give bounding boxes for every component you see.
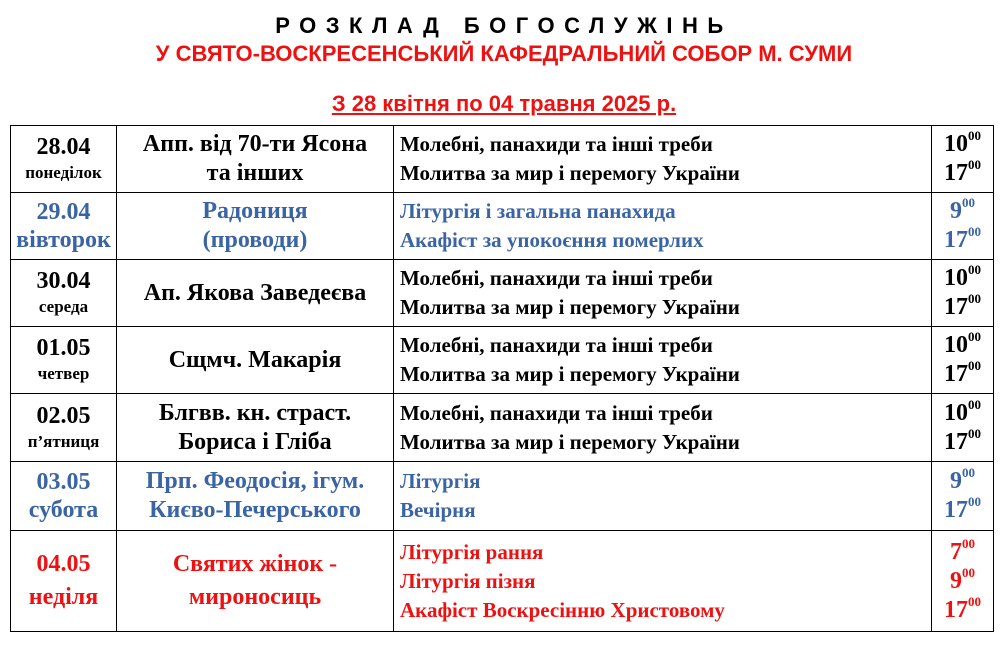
date: 30.04 <box>36 268 91 294</box>
services-cell <box>394 531 932 632</box>
times-cell <box>932 260 994 327</box>
service-line: Молитва за мир і перемогу України <box>400 429 740 454</box>
feast-cell <box>117 327 394 394</box>
service-time: $10^{00}$ <box>944 262 981 291</box>
service-line: Літургія і загальна панахида <box>400 199 676 223</box>
date-cell <box>11 260 117 327</box>
times-cell <box>932 327 994 394</box>
feast-line: Прп. Феодосія, ігум. <box>145 468 365 494</box>
date-cell <box>11 531 117 632</box>
feast-line: та інших <box>206 160 304 186</box>
service-time: $10^{00}$ <box>944 128 981 157</box>
service-time: $9^{00}$ <box>950 195 975 224</box>
feast-line: Блгвв. кн. страст. <box>158 399 352 426</box>
service-time: $17^{00}$ <box>944 157 981 186</box>
feast-line: Бориса і Гліба <box>178 428 332 455</box>
weekday: субота <box>28 497 99 523</box>
service-line: Літургія <box>400 469 481 493</box>
service-line: Молебні, панахиди та інші треби <box>400 132 713 156</box>
date-cell <box>11 126 117 193</box>
date-cell <box>11 394 117 462</box>
date: 29.04 <box>36 199 91 225</box>
service-time: $17^{00}$ <box>944 358 981 387</box>
feast-cell <box>117 462 394 531</box>
services-cell <box>394 126 932 193</box>
feast-line: Радониця <box>202 198 308 224</box>
feast-cell <box>117 260 394 327</box>
services-cell <box>394 462 932 531</box>
weekday: четвер <box>37 364 90 383</box>
weekday: середа <box>38 297 89 316</box>
times-cell <box>932 394 994 462</box>
feast-line: Святих жінок - <box>172 551 338 577</box>
service-time: $17^{00}$ <box>944 494 981 523</box>
table-row <box>11 327 994 394</box>
cathedral-name: У СВЯТО-ВОСКРЕСЕНСЬКИЙ КАФЕДРАЛЬНИЙ СОБОР М. СУМИ <box>155 41 853 66</box>
times-cell <box>932 462 994 531</box>
date: 04.05 <box>36 551 91 577</box>
service-line: Молитва за мир і перемогу України <box>400 161 740 185</box>
weekday: вівторок <box>16 227 111 253</box>
date: 03.05 <box>36 469 91 495</box>
service-line: Вечірня <box>400 498 476 522</box>
services-cell <box>394 394 932 462</box>
times-cell <box>932 126 994 193</box>
feast-cell <box>117 193 394 260</box>
service-line: Літургія рання <box>400 539 544 564</box>
feast-line: Києво-Печерського <box>149 497 361 523</box>
service-line: Молебні, панахиди та інші треби <box>400 333 713 357</box>
date-cell <box>11 462 117 531</box>
feast-line: мироносиць <box>188 584 322 610</box>
services-cell <box>394 193 932 260</box>
service-time: $17^{00}$ <box>944 593 981 623</box>
feast-cell <box>117 394 394 462</box>
service-time: $17^{00}$ <box>944 425 981 455</box>
date: 28.04 <box>36 134 91 160</box>
table-row <box>11 462 994 531</box>
schedule-table <box>10 125 994 632</box>
schedule-title: РОЗКЛАД БОГОСЛУЖІНЬ <box>275 13 733 38</box>
date: 01.05 <box>36 335 91 361</box>
services-cell <box>394 260 932 327</box>
service-time: $10^{00}$ <box>944 329 981 358</box>
service-time: $7^{00}$ <box>950 535 975 565</box>
service-line: Акафіст Воскресінню Христовому <box>400 597 725 622</box>
service-line: Молебні, панахиди та інші треби <box>400 266 713 290</box>
weekday: понеділок <box>25 163 102 182</box>
date-cell <box>11 327 117 394</box>
table-row <box>11 193 994 260</box>
schedule-period: З 28 квітня по 04 травня 2025 р. <box>331 91 677 116</box>
service-line: Молебні, панахиди та інші треби <box>400 400 713 425</box>
service-line: Молитва за мир і перемогу України <box>400 362 740 386</box>
service-time: $17^{00}$ <box>944 224 981 253</box>
service-time: $17^{00}$ <box>944 291 981 320</box>
date: 02.05 <box>36 402 91 429</box>
feast-line: Сщмч. Макарія <box>168 346 342 373</box>
table-row <box>11 531 994 632</box>
table-row <box>11 126 994 193</box>
times-cell <box>932 531 994 632</box>
service-line: Молитва за мир і перемогу України <box>400 295 740 319</box>
service-time: $10^{00}$ <box>944 396 981 426</box>
weekday: п’ятниця <box>27 431 100 451</box>
service-time: $9^{00}$ <box>950 564 975 594</box>
feast-cell <box>117 126 394 193</box>
table-row <box>11 394 994 462</box>
feast-cell <box>117 531 394 632</box>
times-cell <box>932 193 994 260</box>
date-cell <box>11 193 117 260</box>
service-line: Літургія пізня <box>400 568 536 593</box>
feast-line: (проводи) <box>202 227 308 253</box>
feast-line: Ап. Якова Заведеєва <box>143 279 367 306</box>
services-cell <box>394 327 932 394</box>
table-row <box>11 260 994 327</box>
weekday: неділя <box>28 584 99 610</box>
service-time: $9^{00}$ <box>950 465 975 494</box>
service-line: Акафіст за упокоєння померлих <box>400 228 704 252</box>
feast-line: Апп. від 70-ти Ясона <box>142 131 368 157</box>
